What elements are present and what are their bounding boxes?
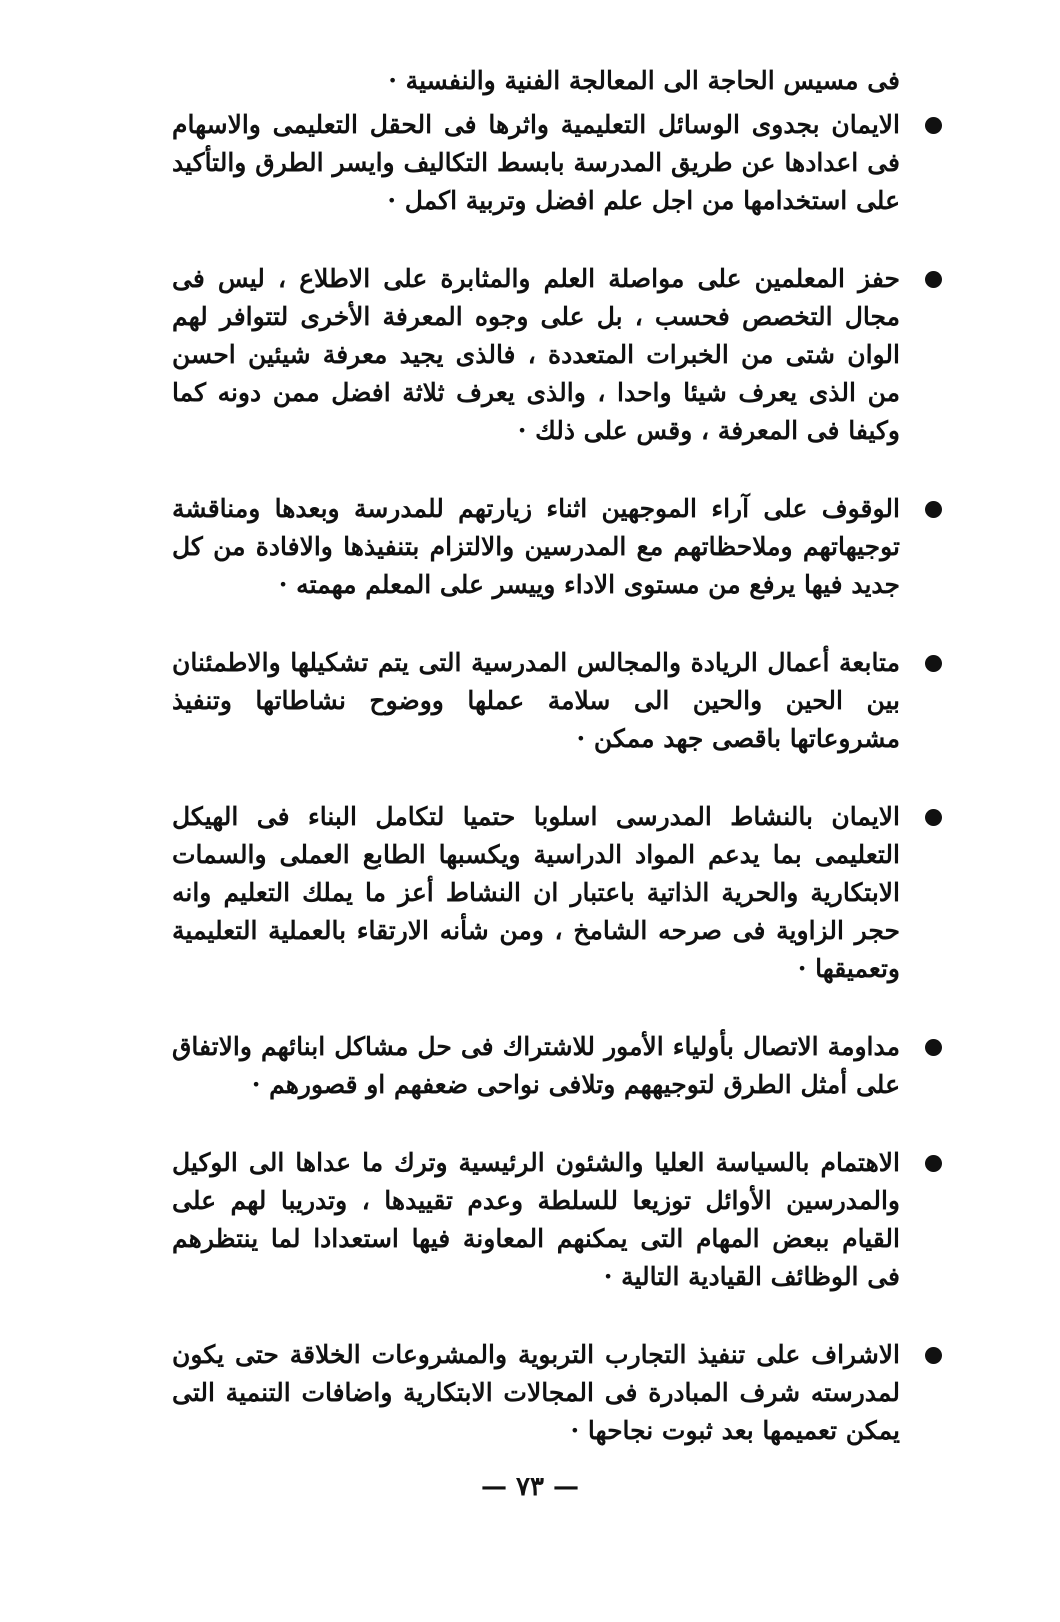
bullet-text: الايمان بالنشاط المدرسى اسلوبا حتميا لتكامل البناء فى الهيكل التعليمى بما يدعم المواد الدراسية ويكسبها الطابع العملى والسمات الابتكارية والحرية الذاتية باعتبار ان النشاط أعز ما يملك التعليم وانه حجر الزاوية فى صرحه الشامخ ، ومن شأنه الارتقاء بالعملية التعليمية وتعميقها · [172, 802, 900, 983]
bullet-dot-icon [925, 809, 942, 826]
bullet-list [172, 106, 942, 1450]
bullet-text: الاشراف على تنفيذ التجارب التربوية والمشروعات الخلاقة حتى يكون لمدرسته شرف المبادرة فى المجالات الابتكارية واضافات التنمية التى يمكن تعميمها بعد ثبوت نجاحها · [172, 1340, 900, 1445]
bullet-text: الوقوف على آراء الموجهين اثناء زيارتهم للمدرسة وبعدها ومناقشة توجيهاتهم وملاحظاتهم مع المدرسين والالتزام بتنفيذها والافادة من كل جديد فيها يرفع من مستوى الاداء وييسر على المعلم مهمته · [172, 494, 900, 599]
bullet-dot-icon [925, 1039, 942, 1056]
page-content [172, 62, 942, 1490]
bullet-dot-icon [925, 271, 942, 288]
list-item [172, 798, 942, 988]
bullet-text: متابعة أعمال الريادة والمجالس المدرسية التى يتم تشكيلها والاطمئنان بين الحين والحين الى سلامة عملها ووضوح نشاطاتها وتنفيذ مشروعاتها باقصى جهد ممكن · [172, 648, 900, 753]
list-item [172, 1144, 942, 1296]
bullet-text: مداومة الاتصال بأولياء الأمور للاشتراك فى حل مشاكل ابنائهم والاتفاق على أمثل الطرق لتوجيههم وتلافى نواحى ضعفهم او قصورهم · [172, 1032, 900, 1099]
bullet-dot-icon [925, 655, 942, 672]
list-item [172, 1336, 942, 1450]
list-item [172, 106, 942, 220]
bullet-text: الاهتمام بالسياسة العليا والشئون الرئيسية وترك ما عداها الى الوكيل والمدرسين الأوائل توزيعا للسلطة وعدم تقييدها ، وتدريبا لهم على القيام ببعض المهام التى يمكنهم المعاونة فيها استعدادا لما ينتظرهم فى الوظائف القيادية التالية · [172, 1148, 900, 1291]
bullet-text: حفز المعلمين على مواصلة العلم والمثابرة على الاطلاع ، ليس فى مجال التخصص فحسب ، بل على وجوه المعرفة الأخرى لتتوافر لهم الوان شتى من الخبرات المتعددة ، فالذى يجيد معرفة شيئين احسن من الذى يعرف شيئا واحدا ، والذى يعرف ثلاثة افضل ممن دونه كما وكيفا فى المعرفة ، وقس على ذلك · [172, 264, 900, 445]
bullet-dot-icon [925, 1155, 942, 1172]
page-number: — ٧٣ — [480, 1472, 580, 1502]
bullet-dot-icon [925, 1347, 942, 1364]
continuation-line: فى مسيس الحاجة الى المعالجة الفنية والنفسية · [388, 66, 900, 95]
bullet-text: الايمان بجدوى الوسائل التعليمية واثرها فى الحقل التعليمى والاسهام فى اعدادها عن طريق المدرسة بابسط التكاليف وايسر الطرق والتأكيد على استخدامها من اجل علم افضل وتربية اكمل · [172, 110, 900, 215]
list-item [172, 644, 942, 758]
bullet-dot-icon [925, 117, 942, 134]
bullet-dot-icon [925, 501, 942, 518]
list-item [172, 490, 942, 604]
list-item [172, 260, 942, 450]
list-item [172, 1028, 942, 1104]
